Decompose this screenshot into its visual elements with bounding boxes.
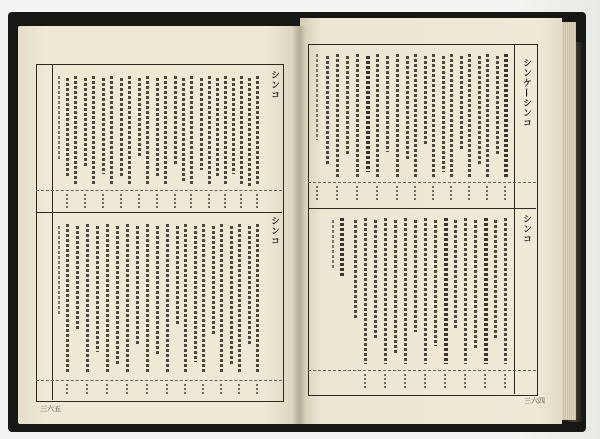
text-column xyxy=(146,76,149,186)
citation-column xyxy=(86,384,88,396)
text-column xyxy=(126,224,129,374)
citation-column xyxy=(208,194,210,208)
text-column xyxy=(232,78,235,174)
text-column xyxy=(166,224,169,374)
left-page-number: 三六五 xyxy=(40,405,61,413)
citation-column xyxy=(464,374,466,388)
citation-column xyxy=(146,384,148,396)
citation-column xyxy=(166,384,168,396)
right-running-head-bottom: シンコ xyxy=(521,214,531,244)
text-column xyxy=(478,56,481,166)
citation-column xyxy=(220,384,222,396)
text-column xyxy=(424,218,427,364)
citation-column xyxy=(202,384,204,396)
text-column xyxy=(496,56,499,156)
text-column xyxy=(374,220,377,338)
text-column xyxy=(248,226,251,346)
text-column xyxy=(454,220,457,328)
right-page-number: 三六四 xyxy=(524,397,545,405)
left-section-divider xyxy=(36,212,282,213)
text-column xyxy=(414,220,417,332)
text-column xyxy=(230,226,233,366)
citation-column xyxy=(190,194,192,208)
text-column xyxy=(406,56,409,160)
citation-column xyxy=(66,194,68,208)
text-column xyxy=(484,218,488,364)
text-column xyxy=(376,54,379,178)
text-column xyxy=(404,218,407,364)
text-column xyxy=(110,76,113,184)
text-column xyxy=(66,224,69,374)
text-column xyxy=(92,76,95,186)
citation-column xyxy=(174,194,176,208)
citation-column xyxy=(224,194,226,208)
citation-column xyxy=(256,194,258,208)
text-column xyxy=(504,218,507,364)
citation-column xyxy=(120,194,122,208)
text-column xyxy=(194,226,197,362)
citation-column xyxy=(156,194,158,208)
right-date-rule-top xyxy=(308,182,536,183)
citation-column xyxy=(468,186,470,202)
citation-column xyxy=(184,384,186,396)
text-column xyxy=(366,56,370,172)
right-page xyxy=(300,18,562,424)
left-running-head-bottom: シンコ xyxy=(269,216,279,246)
citation-column xyxy=(102,194,104,208)
text-column xyxy=(384,218,387,364)
citation-column xyxy=(432,186,434,202)
citation-column xyxy=(404,374,406,388)
text-column xyxy=(106,224,109,374)
citation-column xyxy=(238,384,240,396)
right-date-rule-bottom xyxy=(308,370,536,371)
left-date-rule-top xyxy=(36,190,282,191)
citation-column xyxy=(484,374,486,388)
text-column xyxy=(202,224,205,374)
text-column xyxy=(212,226,215,336)
page-stack-edge xyxy=(562,22,576,420)
text-column xyxy=(256,224,259,374)
right-section-divider xyxy=(308,208,536,209)
text-column xyxy=(184,224,187,374)
text-column xyxy=(450,54,453,178)
citation-column xyxy=(356,186,358,202)
right-ref-rule xyxy=(514,44,515,394)
text-column xyxy=(190,76,193,186)
citation-column xyxy=(424,374,426,388)
citation-column xyxy=(256,384,258,396)
citation-column xyxy=(396,186,398,202)
left-date-rule-bottom xyxy=(36,380,282,381)
text-column xyxy=(136,226,139,346)
text-column xyxy=(156,226,159,356)
citation-column xyxy=(486,186,488,202)
text-column xyxy=(76,226,79,330)
text-column xyxy=(424,56,427,144)
text-column xyxy=(364,218,367,364)
citation-column xyxy=(336,186,338,202)
text-column xyxy=(208,76,211,186)
text-column xyxy=(224,76,227,186)
citation-column xyxy=(126,384,128,396)
citation-column xyxy=(106,384,108,396)
text-column xyxy=(256,76,259,186)
text-column xyxy=(116,226,119,366)
text-column xyxy=(84,78,87,168)
citation-column xyxy=(66,384,68,396)
left-ref-rule xyxy=(52,64,53,400)
text-column xyxy=(174,76,177,164)
text-column xyxy=(220,224,223,374)
book-gutter xyxy=(292,26,306,424)
left-page xyxy=(18,26,300,424)
text-column xyxy=(156,78,159,176)
left-running-head-top: シンコ xyxy=(269,70,279,100)
text-column xyxy=(396,54,399,178)
citation-column xyxy=(240,194,242,208)
text-column xyxy=(432,54,435,178)
citation-column xyxy=(384,374,386,388)
right-running-head-top: シンケ—シンコ xyxy=(521,58,531,128)
text-column xyxy=(468,54,471,178)
text-column xyxy=(74,76,77,186)
text-column xyxy=(504,54,508,178)
citation-column xyxy=(414,186,416,202)
text-column xyxy=(354,220,357,318)
text-column xyxy=(120,78,123,178)
text-column xyxy=(200,78,203,170)
text-column xyxy=(86,224,89,374)
citation-column xyxy=(138,194,140,208)
citation-column xyxy=(450,186,452,202)
text-column xyxy=(394,220,397,354)
text-column xyxy=(340,218,344,278)
citation-column xyxy=(444,374,446,388)
citation-column xyxy=(504,186,506,202)
text-column xyxy=(332,220,334,270)
text-column xyxy=(102,78,105,174)
text-column xyxy=(346,56,349,154)
text-column xyxy=(138,78,141,158)
text-column xyxy=(238,224,241,374)
text-column xyxy=(414,54,417,178)
text-column xyxy=(58,76,60,160)
text-column xyxy=(66,78,69,178)
text-column xyxy=(176,226,179,326)
text-column xyxy=(464,218,467,364)
text-column xyxy=(434,220,437,346)
text-column xyxy=(486,54,489,178)
text-column xyxy=(474,220,477,350)
citation-column xyxy=(364,374,366,388)
citation-column xyxy=(376,186,378,202)
text-column xyxy=(356,54,359,178)
text-column xyxy=(460,56,463,150)
text-column xyxy=(494,220,497,340)
text-column xyxy=(248,78,251,186)
text-column xyxy=(386,56,389,152)
text-column xyxy=(336,54,339,178)
text-column xyxy=(326,56,329,166)
text-column xyxy=(96,226,99,352)
text-column xyxy=(444,218,448,364)
text-column xyxy=(316,54,318,140)
text-column xyxy=(128,76,131,186)
text-column xyxy=(182,78,185,182)
citation-column xyxy=(504,374,506,388)
citation-column xyxy=(316,186,318,202)
text-column xyxy=(240,76,243,186)
text-column xyxy=(216,78,219,178)
text-column xyxy=(58,226,60,316)
citation-column xyxy=(84,194,86,208)
text-column xyxy=(164,76,167,186)
text-column xyxy=(146,224,149,374)
text-column xyxy=(442,56,445,172)
open-book xyxy=(8,12,586,432)
